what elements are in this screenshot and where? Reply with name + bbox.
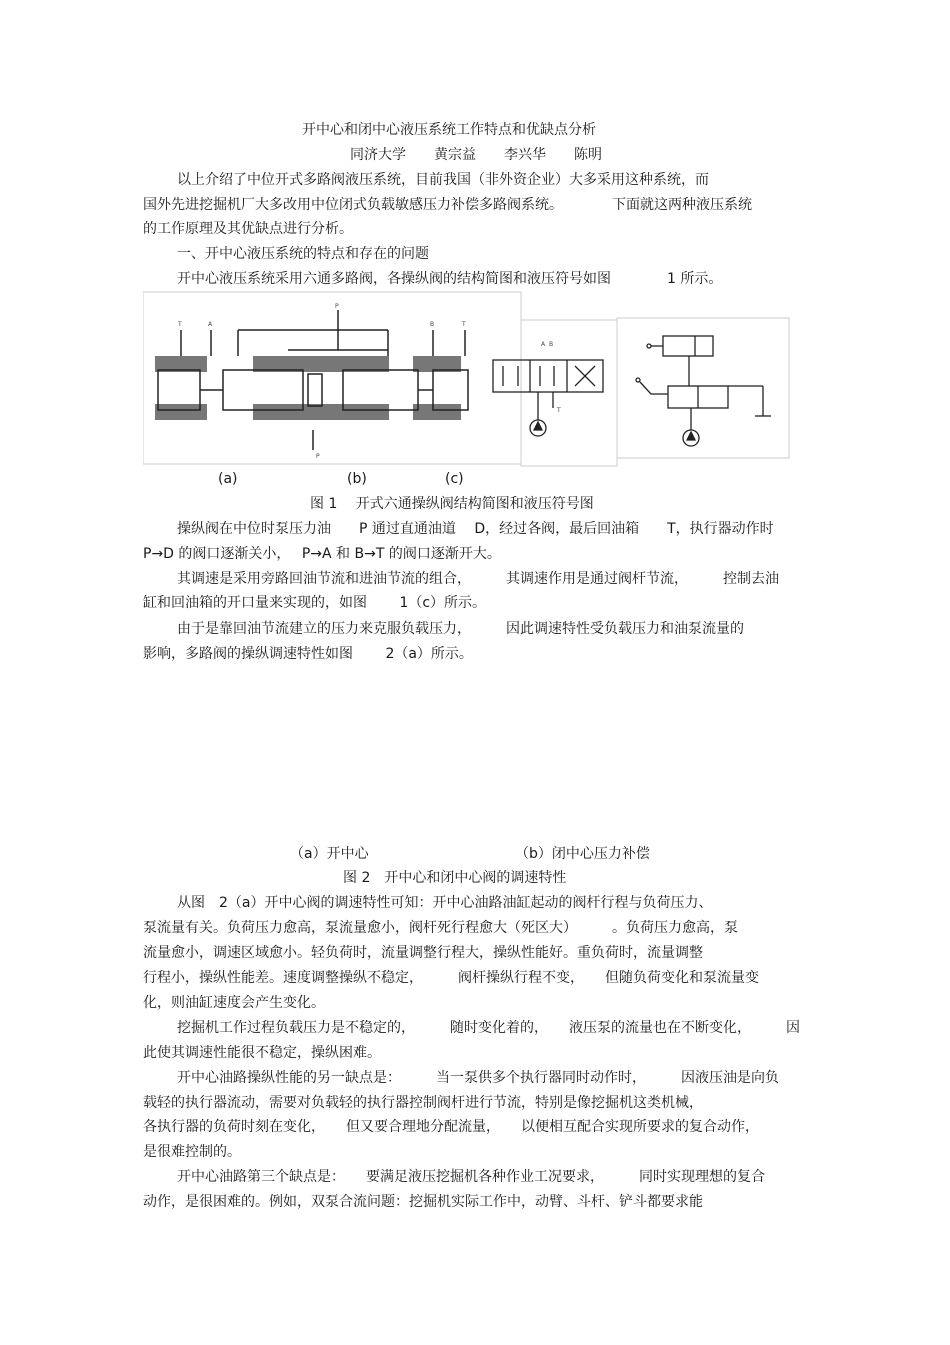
para1-line2: 国外先进挖掘机厂大多改用中位闭式负载敏感压力补偿多路阀系统。 下面就这两种液压系统 bbox=[143, 197, 752, 213]
para8-line4: 是很难控制的。 bbox=[143, 1144, 241, 1160]
para9-line2: 动作，是很困难的。例如，双泵合流问题：挖掘机实际工作中，动臂、斗杆、铲斗都要求能 bbox=[143, 1194, 703, 1210]
valve-structure-a bbox=[143, 292, 521, 464]
symbol-label-b: B bbox=[549, 341, 554, 348]
para8-line1: 开中心油路操纵性能的另一缺点是： 当一泵供多个执行器同时动作时， 因液压油是向负 bbox=[177, 1070, 779, 1086]
para5-line1: 由于是靠回油节流建立的压力来克服负载压力， 因此调速特性受负载压力和油泵流量的 bbox=[177, 621, 744, 637]
para6-line4: 行程小，操纵性能差。速度调整操纵不稳定， 阀杆操纵行程不变， 但随负荷变化和泵流量变 bbox=[143, 970, 759, 986]
para5-line2: 影响，多路阀的操纵调速特性如图 2（a）所示。 bbox=[143, 646, 473, 662]
para2: 开中心液压系统采用六通多路阀，各操纵阀的结构简图和液压符号如图 1 所示。 bbox=[177, 271, 723, 287]
figure-1-symbol-port-labels bbox=[541, 341, 561, 414]
figure-1-label-a: (a) bbox=[218, 471, 238, 487]
port-label-p-bottom: P bbox=[316, 453, 320, 460]
para1-line1: 以上介绍了中位开式多路阀液压系统，目前我国（非外资企业）大多采用这种系统，而 bbox=[177, 172, 709, 188]
port-label-b-right: B bbox=[430, 321, 435, 328]
para3-line2: P→D 的阀口逐渐关小， P→A 和 B→T 的阀口逐渐开大。 bbox=[143, 546, 501, 562]
port-label-p-top: P bbox=[335, 303, 339, 310]
para6-line1: 从图 2（a）开中心阀的调速特性可知：开中心油路油缸起动的阀杆行程与负荷压力、 bbox=[177, 895, 713, 911]
para9-line1: 开中心油路第三个缺点是： 要满足液压挖掘机各种作业工况要求， 同时实现理想的复合 bbox=[177, 1169, 765, 1185]
para6-line2: 泵流量有关。负荷压力愈高，泵流量愈小，阀杆死行程愈大（死区大） 。负荷压力愈高，泵 bbox=[143, 920, 738, 936]
hydraulic-circuit-c bbox=[617, 318, 789, 458]
figure-1-drawing bbox=[143, 290, 798, 468]
figure-1-caption: 图 1 开式六通操纵阀结构简图和液压符号图 bbox=[310, 496, 594, 512]
para6-line3: 流量愈小，调速区域愈小。轻负荷时，流量调整行程大，操纵性能好。重负荷时，流量调整 bbox=[143, 945, 703, 961]
figure-2-caption: 图 2 开中心和闭中心阀的调速特性 bbox=[343, 870, 567, 886]
para4-line2: 缸和回油箱的开口量来实现的，如图 1（c）所示。 bbox=[143, 595, 487, 611]
para3-line1: 操纵阀在中位时泵压力油 P 通过直通油道 D，经过各阀，最后回油箱 T，执行器动作时 bbox=[177, 521, 774, 537]
section-heading-1: 一、开中心液压系统的特点和存在的问题 bbox=[177, 246, 429, 262]
para8-line3: 各执行器的负荷时刻在变化， 但又要合理地分配流量， 以便相互配合实现所要求的复合动作， bbox=[143, 1119, 759, 1135]
para1-line3: 的工作原理及其优缺点进行分析。 bbox=[143, 221, 353, 237]
symbol-label-a: A bbox=[541, 341, 546, 348]
para8-line2: 载轻的执行器流动，需要对负载轻的执行器控制阀杆进行节流，特别是像挖掘机这类机械， bbox=[143, 1095, 703, 1111]
port-label-t-right: T bbox=[462, 321, 466, 328]
para4-line1: 其调速是采用旁路回油节流和进油节流的组合， 其调速作用是通过阀杆节流， 控制去油 bbox=[177, 571, 779, 587]
figure-1-label-c: (c) bbox=[445, 471, 464, 487]
para6-line5: 化，则油缸速度会产生变化。 bbox=[143, 995, 325, 1011]
para7-line1: 挖掘机工作过程负载压力是不稳定的， 随时变化着的， 液压泵的流量也在不断变化， 因 bbox=[177, 1020, 800, 1036]
document-title: 开中心和闭中心液压系统工作特点和优缺点分析 bbox=[302, 122, 596, 138]
port-label-a-left: A bbox=[208, 321, 213, 328]
valve-symbol-b bbox=[493, 320, 617, 466]
symbol-label-t: T bbox=[557, 407, 561, 414]
figure-2-label-b: （b）闭中心压力补偿 bbox=[515, 846, 650, 862]
para7-line2: 此使其调速性能很不稳定，操纵困难。 bbox=[143, 1045, 381, 1061]
figure-1-label-b: (b) bbox=[347, 471, 367, 487]
figure-2-label-a: （a）开中心 bbox=[290, 846, 369, 862]
port-label-t-left: T bbox=[178, 321, 182, 328]
authors: 同济大学 黄宗益 李兴华 陈明 bbox=[350, 147, 602, 163]
